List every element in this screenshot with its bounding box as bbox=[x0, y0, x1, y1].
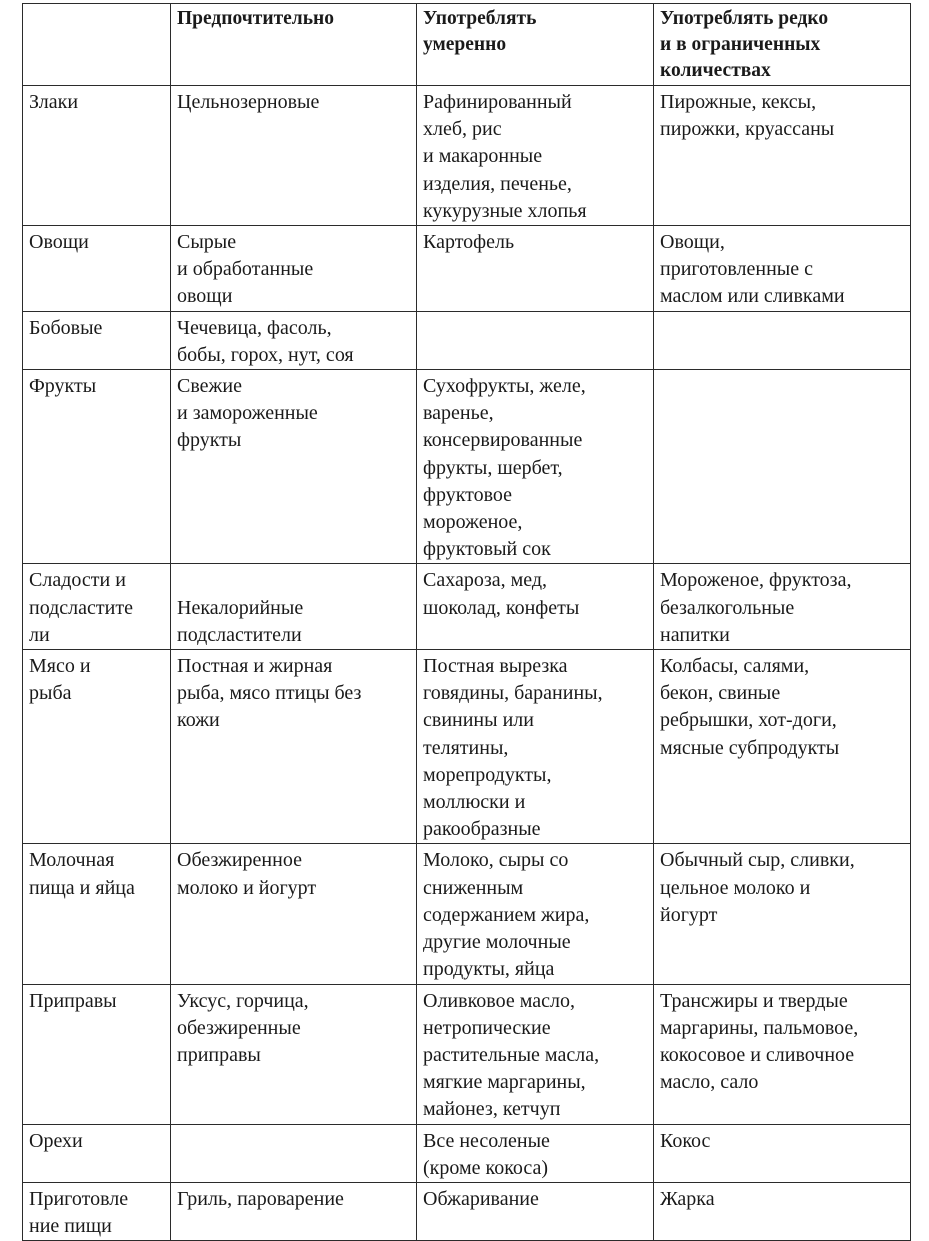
category-cell: Мясо и рыба bbox=[23, 650, 171, 844]
preferred-cell: Сырые и обработанные овощи bbox=[171, 226, 417, 312]
category-cell: Бобовые bbox=[23, 311, 171, 369]
table-row bbox=[23, 564, 911, 650]
table-row bbox=[23, 1124, 911, 1182]
header-empty-cell bbox=[23, 4, 171, 86]
table-row bbox=[23, 844, 911, 984]
moderate-cell: Картофель bbox=[417, 226, 654, 312]
rare-cell: Мороженое, фруктоза, безалкогольные напитки bbox=[654, 564, 911, 650]
category-cell: Орехи bbox=[23, 1124, 171, 1182]
moderate-cell: Оливковое масло, нетропические растительные масла, мягкие маргарины, майонез, кетчуп bbox=[417, 984, 654, 1124]
moderate-cell bbox=[417, 311, 654, 369]
rare-cell: Овощи, приготовленные с маслом или сливками bbox=[654, 226, 911, 312]
category-cell: Злаки bbox=[23, 86, 171, 226]
preferred-cell: Свежие и замороженные фрукты bbox=[171, 370, 417, 564]
category-cell: Сладости и подсластите ли bbox=[23, 564, 171, 650]
table-row bbox=[23, 311, 911, 369]
moderate-cell: Сахароза, мед, шоколад, конфеты bbox=[417, 564, 654, 650]
table-row bbox=[23, 226, 911, 312]
rare-cell: Кокос bbox=[654, 1124, 911, 1182]
moderate-cell: Сухофрукты, желе, варенье, консервированные фрукты, шербет, фруктовое мороженое, фруктовый сок bbox=[417, 370, 654, 564]
table-row bbox=[23, 984, 911, 1124]
rare-cell: Колбасы, салями, бекон, свиные ребрышки, хот-доги, мясные субпродукты bbox=[654, 650, 911, 844]
preferred-cell: Гриль, пароварение bbox=[171, 1182, 417, 1240]
category-cell: Молочная пища и яйца bbox=[23, 844, 171, 984]
category-cell: Приправы bbox=[23, 984, 171, 1124]
moderate-cell: Постная вырезка говядины, баранины, свинины или телятины, морепродукты, моллюски и ракообразные bbox=[417, 650, 654, 844]
moderate-cell: Все несоленые (кроме кокоса) bbox=[417, 1124, 654, 1182]
preferred-cell bbox=[171, 1124, 417, 1182]
rare-cell bbox=[654, 370, 911, 564]
rare-cell: Пирожные, кексы, пирожки, круассаны bbox=[654, 86, 911, 226]
preferred-cell: Некалорийные подсластители bbox=[171, 564, 417, 650]
moderate-cell: Рафинированный хлеб, рис и макаронные изделия, печенье, кукурузные хлопья bbox=[417, 86, 654, 226]
category-cell: Фрукты bbox=[23, 370, 171, 564]
preferred-cell: Постная и жирная рыба, мясо птицы без кожи bbox=[171, 650, 417, 844]
rare-cell: Трансжиры и твердые маргарины, пальмовое, кокосовое и сливочное масло, сало bbox=[654, 984, 911, 1124]
category-cell: Приготовле ние пищи bbox=[23, 1182, 171, 1240]
rare-cell: Жарка bbox=[654, 1182, 911, 1240]
header-rare: Употреблять редко и в ограниченных количествах bbox=[654, 4, 911, 86]
preferred-cell: Обезжиренное молоко и йогурт bbox=[171, 844, 417, 984]
table-row bbox=[23, 86, 911, 226]
food-recommendation-table bbox=[22, 3, 911, 1241]
preferred-cell: Чечевица, фасоль, бобы, горох, нут, соя bbox=[171, 311, 417, 369]
table-row bbox=[23, 370, 911, 564]
moderate-cell: Молоко, сыры со сниженным содержанием жира, другие молочные продукты, яйца bbox=[417, 844, 654, 984]
header-row bbox=[23, 4, 911, 86]
header-moderate: Употреблять умеренно bbox=[417, 4, 654, 86]
header-preferred: Предпочтительно bbox=[171, 4, 417, 86]
preferred-cell: Цельнозерновые bbox=[171, 86, 417, 226]
table-row bbox=[23, 650, 911, 844]
rare-cell: Обычный сыр, сливки, цельное молоко и йогурт bbox=[654, 844, 911, 984]
preferred-cell: Уксус, горчица, обезжиренные приправы bbox=[171, 984, 417, 1124]
moderate-cell: Обжаривание bbox=[417, 1182, 654, 1240]
rare-cell bbox=[654, 311, 911, 369]
category-cell: Овощи bbox=[23, 226, 171, 312]
table-row bbox=[23, 1182, 911, 1240]
